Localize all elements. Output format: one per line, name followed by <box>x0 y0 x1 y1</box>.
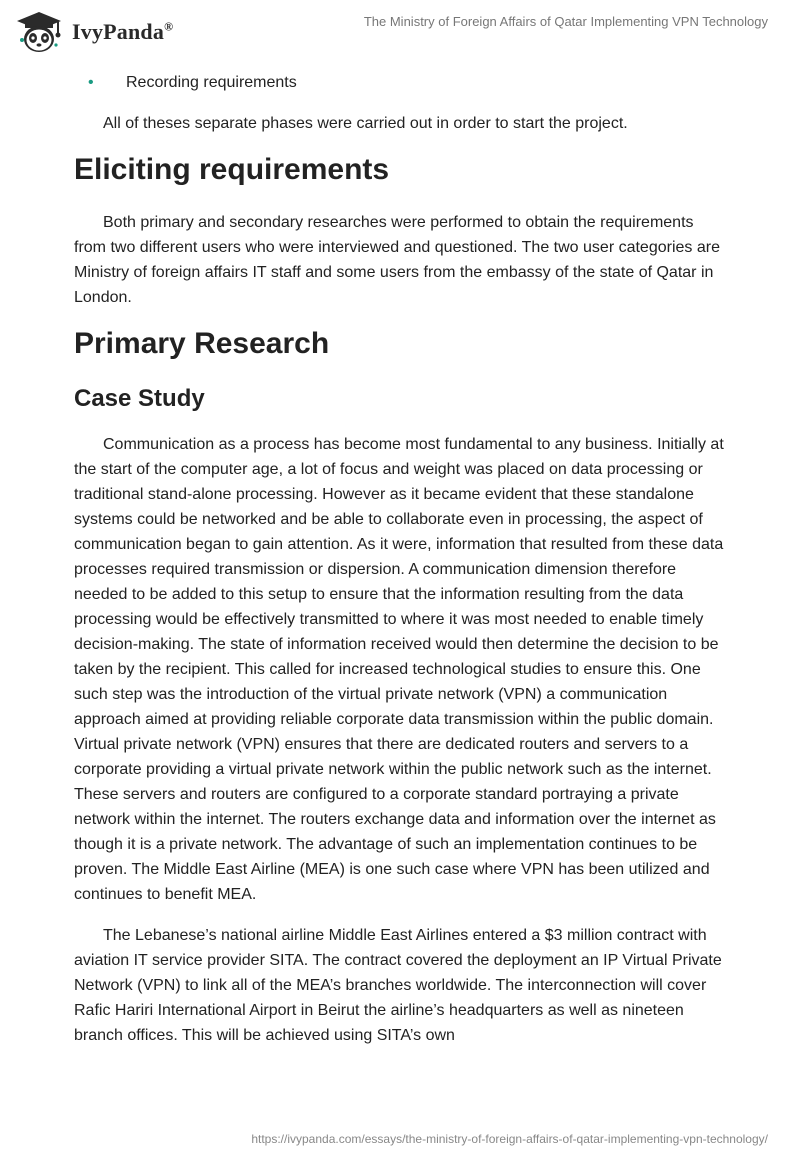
brand-name: IvyPanda® <box>72 19 174 44</box>
panda-icon <box>14 10 64 54</box>
source-url-link[interactable]: https://ivypanda.com/essays/the-ministry-of-foreign-affairs-of-qatar-implementing-vpn-technology/ <box>251 1132 768 1146</box>
document-title: The Ministry of Foreign Affairs of Qatar Implementing VPN Technology <box>363 14 768 29</box>
list-item-text: Recording requirements <box>126 74 297 91</box>
heading-case-study: Case Study <box>74 385 205 412</box>
bullet-icon: • <box>88 74 94 91</box>
heading-primary-research: Primary Research <box>74 327 330 360</box>
list-item <box>88 70 726 95</box>
article-body <box>74 70 726 1064</box>
intro-paragraph: All of theses separate phases were carried out in order to start the project. <box>103 115 628 132</box>
heading-eliciting-requirements: Eliciting requirements <box>74 153 390 186</box>
case-study-paragraph-1: Communication as a process has become most fundamental to any business. Initially at the start of the computer age, a lot of focus and weight was placed on data processing or traditional stand-alone processing. However as it became evident that these standalone systems could be networked and be able to collaborate even in processing, the aspect of communication began to gain attention. As it were, information that resulted from these data processes required transmission or dispersion. A communication dimension therefore needed to be added to this setup to ensure that the information resulting from the data processing would be effectively transmitted to where it was most needed to enable timely decision-making. The state of information received would then determine the decision to be taken by the recipient. This called for increased technological studies to ensure this. One such step was the introduction of the virtual private network (VPN) a communication approach aimed at providing reliable corporate data transmission within the public domain. Virtual private network (VPN) ensures that there are dedicated routers and servers to a corporate providing a virtual private network within the public network such as the internet. These servers and routers are configured to a corporate standard portraying a private network within the internet. The routers exchange data and information over the internet as though it is a private network. The advantage of such an implementation continues to be proven. The Middle East Airline (MEA) is one such case where VPN has been utilized and continues to benefit MEA. <box>74 436 724 903</box>
case-study-paragraph-2: The Lebanese’s national airline Middle East Airlines entered a $3 million contract with aviation IT service provider SITA. The contract covered the deployment an IP Virtual Private Network (VPN) to link all of the MEA’s branches worldwide. The interconnection will cover Rafic Hariri International Airport in Beirut the airline’s headquarters as well as nineteen branch offices. This will be achieved using SITA’s own <box>74 927 722 1044</box>
ivypanda-logo[interactable] <box>14 6 173 58</box>
eliciting-paragraph: Both primary and secondary researches were performed to obtain the requirements from two different users who were interviewed and questioned. The two user categories are Ministry of foreign affairs IT staff and some users from the embassy of the state of Qatar in London. <box>74 214 720 306</box>
